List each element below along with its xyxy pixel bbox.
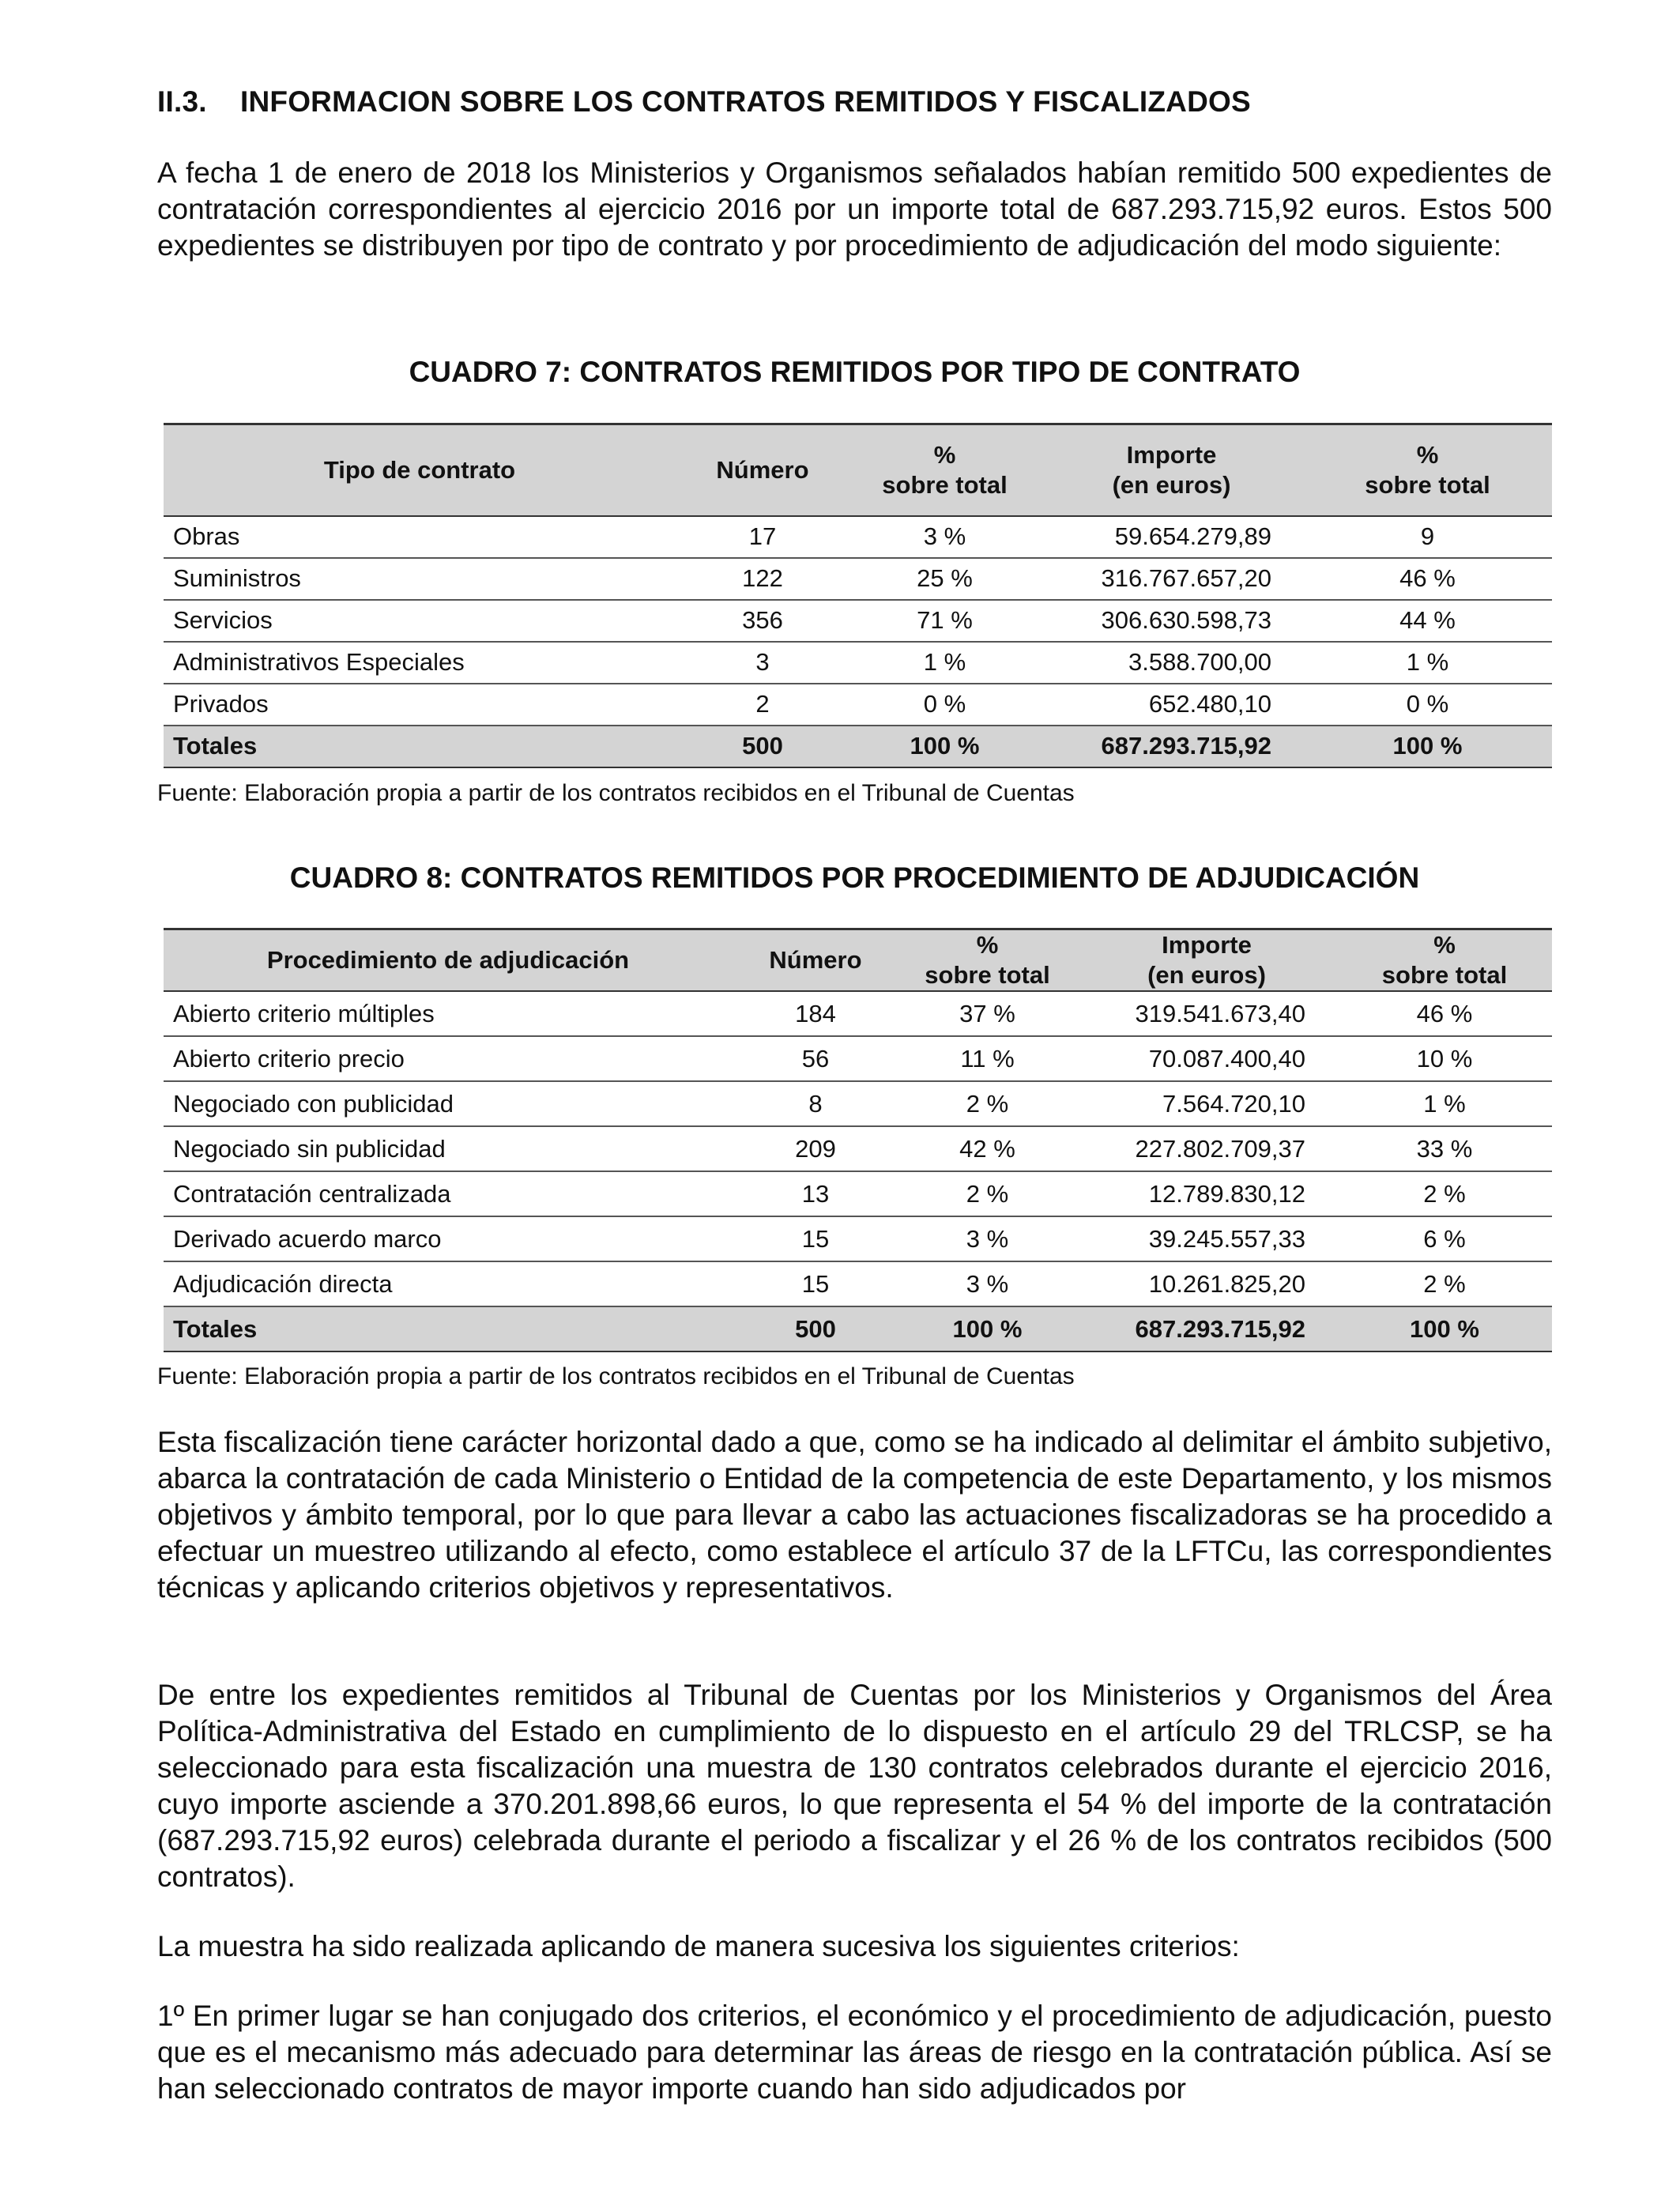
table8-source: Fuente: Elaboración propia a partir de los contratos recibidos en el Tribunal de Cuentas [157,1363,1075,1389]
header-pct-importe: % sobre total [1303,424,1552,516]
body-paragraph: 1º En primer lugar se han conjugado dos criterios, el económico y el procedimiento de adjudicación, puesto que es el mecanismo más adecuado para determinar las áreas de riesgo en la contratación pública. Así se han seleccionado contratos de mayor importe cuando han sido adjudicados por [157,2000,1552,2105]
section-number: II.3. [157,85,207,118]
header-numero: Número [733,929,898,992]
section-title: INFORMACION SOBRE LOS CONTRATOS REMITIDOS Y FISCALIZADOS [240,85,1251,118]
header-procedimiento: Procedimiento de adjudicación [164,929,733,992]
header-pct-numero: % sobre total [849,424,1040,516]
table-row: Abierto criterio precio 56 11 % 70.087.400,40 10 % [164,1036,1552,1081]
body-paragraph: Esta fiscalización tiene carácter horizontal dado a que, como se ha indicado al delimitar el ámbito subjetivo, abarca la contratación de cada Ministerio o Entidad de la competencia de este Departamento, y los mismos objetivos y ámbito temporal, por lo que para llevar a cabo las actuaciones fiscalizadoras se ha procedido a efectuar un muestreo utilizando al efecto, como establece el artículo 37 de la LFTCu, las correspondientes técnicas y aplicando criterios objetivos y representativos. [157,1426,1552,1604]
header-importe: Importe (en euros) [1076,929,1337,992]
table-row: Negociado con publicidad 8 2 % 7.564.720,10 1 % [164,1081,1552,1126]
table-header-row [164,424,1552,516]
table-contracts-by-type [164,423,1552,768]
table-contracts-by-procedure [164,928,1552,1352]
body-paragraph: La muestra ha sido realizada aplicando de manera sucesiva los siguientes criterios: [157,1930,1240,1962]
table7-source: Fuente: Elaboración propia a partir de los contratos recibidos en el Tribunal de Cuentas [157,780,1075,806]
table-total-row: Totales 500 100 % 687.293.715,92 100 % [164,726,1552,767]
header-tipo: Tipo de contrato [164,424,676,516]
table-header-row [164,929,1552,992]
table8-caption: CUADRO 8: CONTRATOS REMITIDOS POR PROCEDIMIENTO DE ADJUDICACIÓN [289,861,1420,894]
header-pct-numero: % sobre total [898,929,1076,992]
table-row: Suministros 122 25 % 316.767.657,20 46 % [164,558,1552,600]
section-heading [157,85,1251,119]
intro-paragraph: A fecha 1 de enero de 2018 los Ministerios y Organismos señalados habían remitido 500 expedientes de contratación correspondientes al ejercicio 2016 por un importe total de 687.293.715,92 euros. Estos 500 expedientes se distribuyen por tipo de contrato y por procedimiento de adjudicación del modo siguiente: [157,156,1552,262]
table-row: Servicios 356 71 % 306.630.598,73 44 % [164,600,1552,642]
table-row: Negociado sin publicidad 209 42 % 227.802.709,37 33 % [164,1126,1552,1171]
header-numero: Número [676,424,849,516]
table-row: Derivado acuerdo marco 15 3 % 39.245.557,33 6 % [164,1216,1552,1261]
table-row: Abierto criterio múltiples 184 37 % 319.541.673,40 46 % [164,991,1552,1036]
header-importe: Importe (en euros) [1040,424,1303,516]
table-row: Administrativos Especiales 3 1 % 3.588.700,00 1 % [164,642,1552,684]
table7-caption: CUADRO 7: CONTRATOS REMITIDOS POR TIPO DE CONTRATO [409,356,1301,388]
table-row: Contratación centralizada 13 2 % 12.789.830,12 2 % [164,1171,1552,1216]
table-row: Privados 2 0 % 652.480,10 0 % [164,684,1552,726]
table-total-row: Totales 500 100 % 687.293.715,92 100 % [164,1306,1552,1351]
table-row: Adjudicación directa 15 3 % 10.261.825,20 2 % [164,1261,1552,1306]
table-row: Obras 17 3 % 59.654.279,89 9 [164,516,1552,558]
body-paragraph: De entre los expedientes remitidos al Tribunal de Cuentas por los Ministerios y Organismos del Área Política-Administrativa del Estado en cumplimiento de lo dispuesto en el artículo 29 del TRLCSP, se ha seleccionado para esta fiscalización una muestra de 130 contratos celebrados durante el ejercicio 2016, cuyo importe asciende a 370.201.898,66 euros, lo que representa el 54 % del importe de la contratación (687.293.715,92 euros) celebrada durante el periodo a fiscalizar y el 26 % de los contratos recibidos (500 contratos). [157,1679,1552,1893]
header-pct-importe: % sobre total [1337,929,1552,992]
